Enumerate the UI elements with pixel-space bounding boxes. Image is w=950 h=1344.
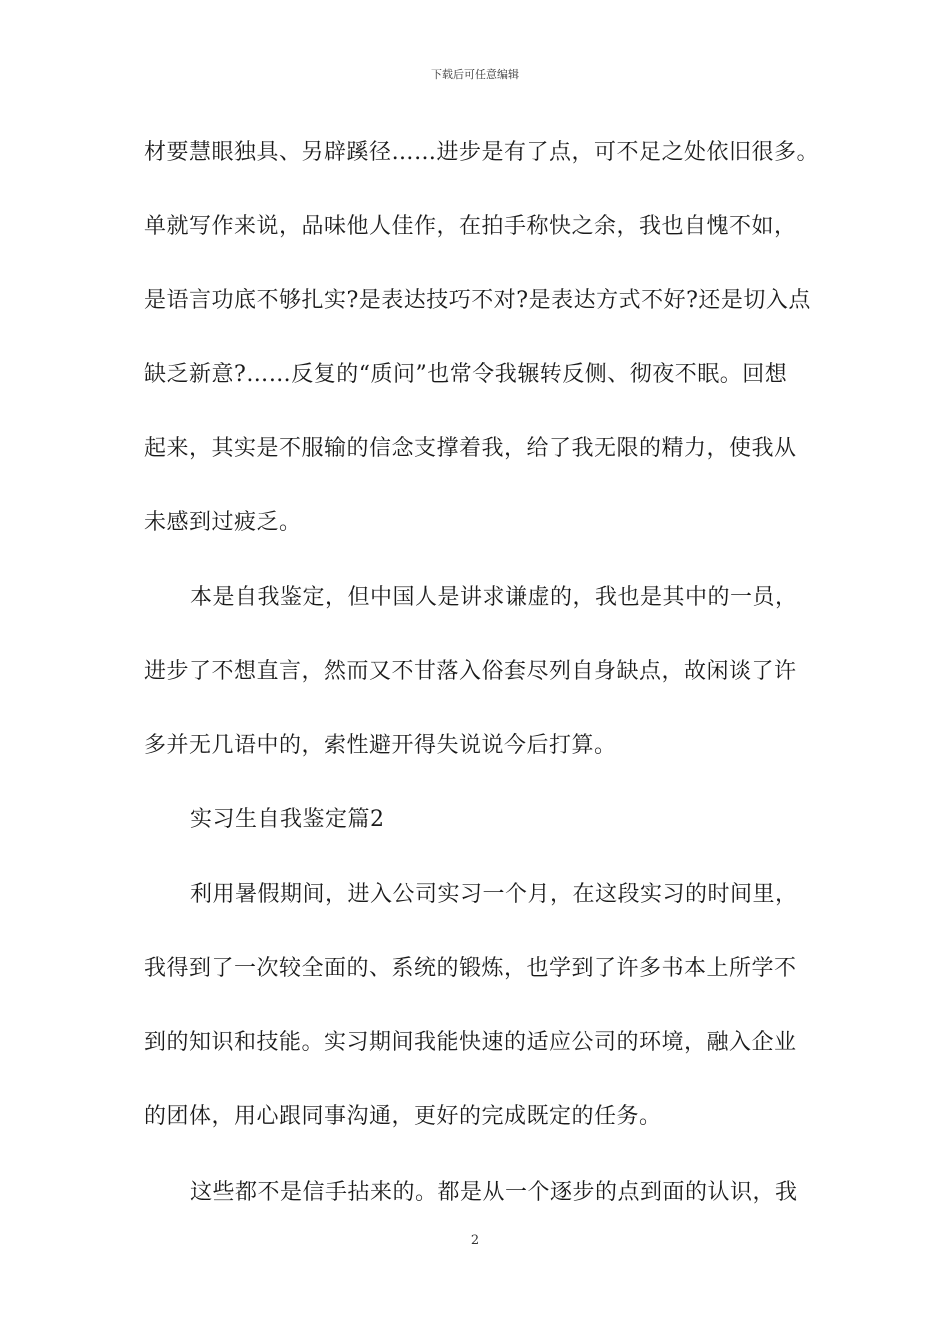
text-line: 起来，其实是不服输的信念支撑着我，给了我无限的精力，使我从 [144, 436, 797, 461]
text-line: 利用暑假期间，进入公司实习一个月，在这段实习的时间里， [190, 882, 798, 907]
section-heading: 实习生自我鉴定篇2 [190, 807, 385, 832]
text-line: 的团体，用心跟同事沟通，更好的完成既定的任务。 [144, 1104, 662, 1129]
text-line: 这些都不是信手拈来的。都是从一个逐步的点到面的认识，我 [190, 1180, 798, 1205]
page-number: 2 [470, 1233, 480, 1248]
text-line: 材要慧眼独具、另辟蹊径……进步是有了点，可不足之处依旧很多。 [144, 140, 820, 165]
text-line: 本是自我鉴定，但中国人是讲求谦虚的，我也是其中的一员， [190, 585, 798, 610]
text-line: 进步了不想直言，然而又不甘落入俗套尽列自身缺点，故闲谈了许 [144, 659, 797, 684]
text-line: 单就写作来说，品味他人佳作，在拍手称快之余，我也自愧不如， [144, 214, 797, 239]
text-line: 多并无几语中的，索性避开得失说说今后打算。 [144, 733, 617, 758]
text-line: 到的知识和技能。实习期间我能快速的适应公司的环境，融入企业 [144, 1030, 797, 1055]
page-header: 下载后可任意编辑 [431, 68, 519, 81]
text-line: 缺乏新意?……反复的“质问”也常令我辗转反侧、彻夜不眠。回想 [144, 362, 788, 387]
text-line: 未感到过疲乏。 [144, 510, 302, 535]
text-line: 是语言功底不够扎实?是表达技巧不对?是表达方式不好?还是切入点 [144, 288, 811, 313]
text-line: 我得到了一次较全面的、系统的锻炼，也学到了许多书本上所学不 [144, 956, 797, 981]
